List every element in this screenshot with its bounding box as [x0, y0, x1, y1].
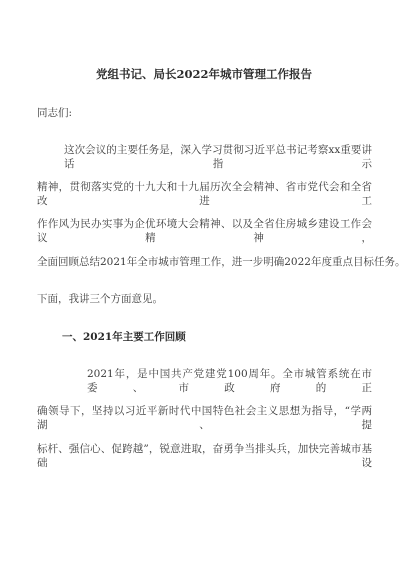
paragraph-line: 精神，贯彻落实党的十九大和十九届历次全会精神、省市党代会和全省改进工 — [37, 181, 372, 207]
paragraph-line: 标杆、强信心、促跨越”，锐意进取，奋勇争当排头兵，加快完善城市基础设 — [37, 443, 372, 469]
paragraph-line: 这次会议的主要任务是，深入学习贯彻习近平总书记考察xx重要讲话指示 — [64, 144, 372, 170]
paragraph-line: 作作风为民办实事为企优环境大会精神、以及全省住房城乡建设工作会议精神， — [37, 218, 372, 244]
document-title: 党组书记、局长2022年城市管理工作报告 — [95, 67, 312, 81]
section-heading: 一、2021年主要工作回顾 — [62, 331, 186, 343]
paragraph-line: 确领导下，坚持以习近平新时代中国特色社会主义思想为指导，“学两湖、提 — [37, 405, 372, 431]
paragraph-line: 2021年，是中国共产党建党100周年。全市城管系统在市委、市政府的正 — [87, 368, 372, 394]
salutation: 同志们: — [37, 107, 73, 119]
paragraph-line: 下面，我讲三个方面意见。 — [37, 293, 163, 305]
paragraph-line: 全面回顾总结2021年全市城市管理工作，进一步明确2022年度重点目标任务。 — [37, 256, 406, 268]
